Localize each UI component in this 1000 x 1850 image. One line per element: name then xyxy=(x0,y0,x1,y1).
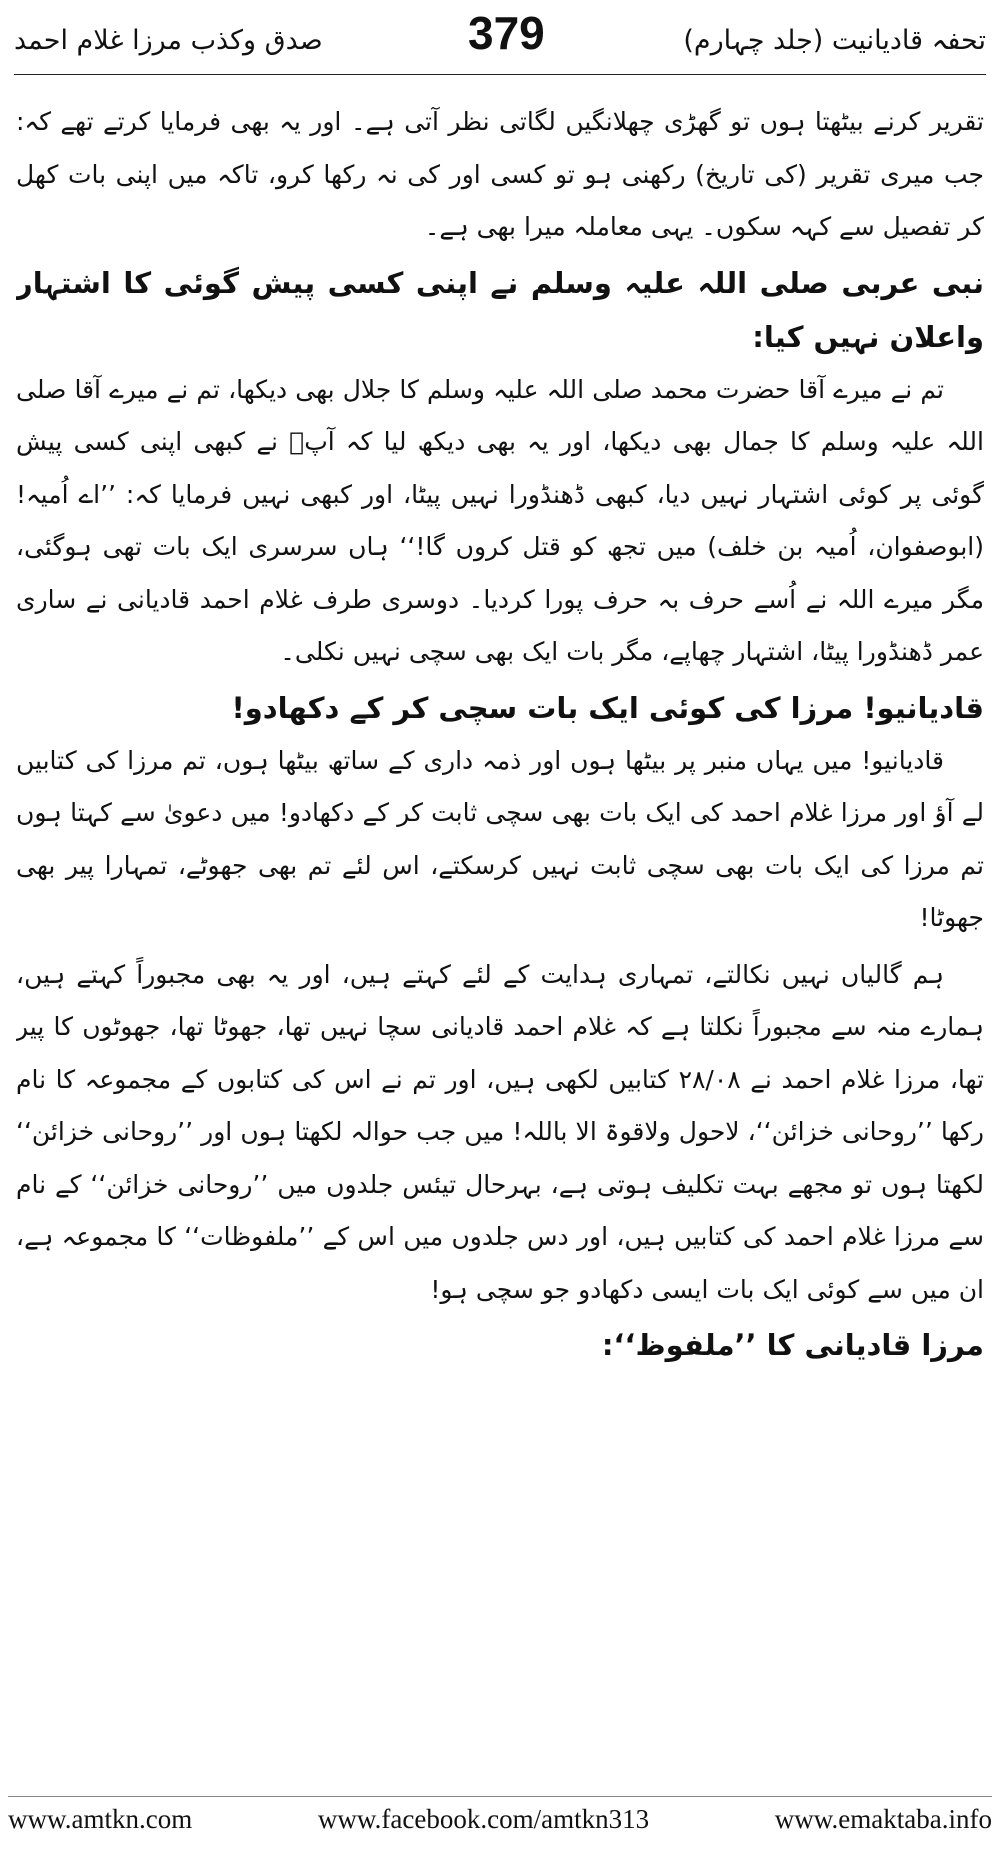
page-number: 379 xyxy=(468,7,545,59)
paragraph-4: ہم گالیاں نہیں نکالتے، تمہاری ہدایت کے لئے کہتے ہیں، اور یہ بھی مجبوراً کہتے ہیں، ہمارے منہ سے مجبوراً نکلتا ہے کہ غلام احمد قادیانی سچا نہیں تھا، جھوٹا تھا، جھوٹوں کا پیر تھا، مرزا غلام احمد نے ۲۸/۰۸ کتابیں لکھی ہیں، اور تم نے اس کی کتابوں کے مجموعہ کا نام رکھا ’’روحانی خزائن‘‘، لاحول ولاقوۃ الا باللہ! میں جب حوالہ لکھتا ہوں اور ’’روحانی خزائن‘‘ لکھتا ہوں تو مجھے بہت تکلیف ہوتی ہے، بہرحال تیئس جلدوں میں ’’روحانی خزائن‘‘ کے نام سے مرزا غلام احمد کی کتابیں ہیں، اور دس جلدوں میں اس کے ’’ملفوظات‘‘ کا مجموعہ ہے، ان میں سے کوئی ایک بات ایسی دکھادو جو سچی ہو! xyxy=(16,959,984,1304)
volume-label: (جلد چہارم) xyxy=(683,24,824,56)
paragraph-2: تم نے میرے آقا حضرت محمد صلی اللہ علیہ وسلم کا جلال بھی دیکھا، تم نے میرے آقا صلی اللہ علیہ وسلم کا جمال بھی دیکھا، اور یہ بھی دیکھ لیا کہ آپؐ نے کبھی اپنی کسی پیش گوئی پر کوئی اشتہار نہیں دیا، کبھی ڈھنڈورا نہیں پیٹا، اور کبھی نہیں فرمایا کہ: ’’اے اُمیہ! (ابوصفوان، اُمیہ بن خلف) میں تجھ کو قتل کروں گا!‘‘ ہاں سرسری ایک بات تھی ہوگئی، مگر میرے اللہ نے اُسے حرف بہ حرف پورا کردیا۔ دوسری طرف غلام احمد قادیانی نے ساری عمر ڈھنڈورا پیٹا، اشتہار چھاپے، مگر بات ایک بھی سچی نہیں نکلی۔ xyxy=(16,374,984,666)
footer-divider xyxy=(8,1796,992,1797)
footer-link-emaktaba[interactable]: www.emaktaba.info xyxy=(774,1803,992,1834)
footer-link-facebook[interactable]: www.facebook.com/amtkn313 xyxy=(317,1803,650,1834)
heading-malfuz: مرزا قادیانی کا ’’ملفوظ‘‘: xyxy=(601,1328,984,1362)
paragraph-1: تقریر کرنے بیٹھتا ہوں تو گھڑی چھلانگیں لگاتی نظر آتی ہے۔ اور یہ بھی فرمایا کرتے تھے کہ: جب میری تقریر (کی تاریخ) رکھنی ہو تو کسی اور کی نہ رکھا کرو، تاکہ میں اپنی بات کھل کر تفصیل سے کہہ سکوں۔ یہی معاملہ میرا بھی ہے۔ xyxy=(16,107,984,241)
header-divider xyxy=(14,74,986,75)
book-title-group xyxy=(683,25,986,56)
heading-prophet-no-advertisement: نبی عربی صلی اللہ علیہ وسلم نے اپنی کسی پیش گوئی کا اشتہار واعلان نہیں کیا: xyxy=(16,265,984,354)
footer-link-amtkn[interactable]: www.amtkn.com xyxy=(8,1803,193,1834)
page-body xyxy=(16,96,984,1736)
page-footer xyxy=(8,1802,992,1836)
chapter-title: صدق وکذب مرزا غلام احمد xyxy=(14,24,323,56)
book-title: تحفہ قادیانیت xyxy=(831,24,986,56)
heading-challenge-qadianis: قادیانیو! مرزا کی کوئی ایک بات سچی کر کے دکھادو! xyxy=(231,690,984,725)
paragraph-3: قادیانیو! میں یہاں منبر پر بیٹھا ہوں اور ذمہ داری کے ساتھ بیٹھا ہوں، تم مرزا کی کتابیں لے آؤ اور مرزا غلام احمد کی ایک بات بھی سچی ثابت کر کے دکھادو! میں دعویٰ سے کہتا ہوں تم مرزا کی ایک بات بھی سچی ثابت نہیں کرسکتے، اس لئے تم بھی جھوٹے، تمہارا پیر بھی جھوٹا! xyxy=(16,745,984,932)
